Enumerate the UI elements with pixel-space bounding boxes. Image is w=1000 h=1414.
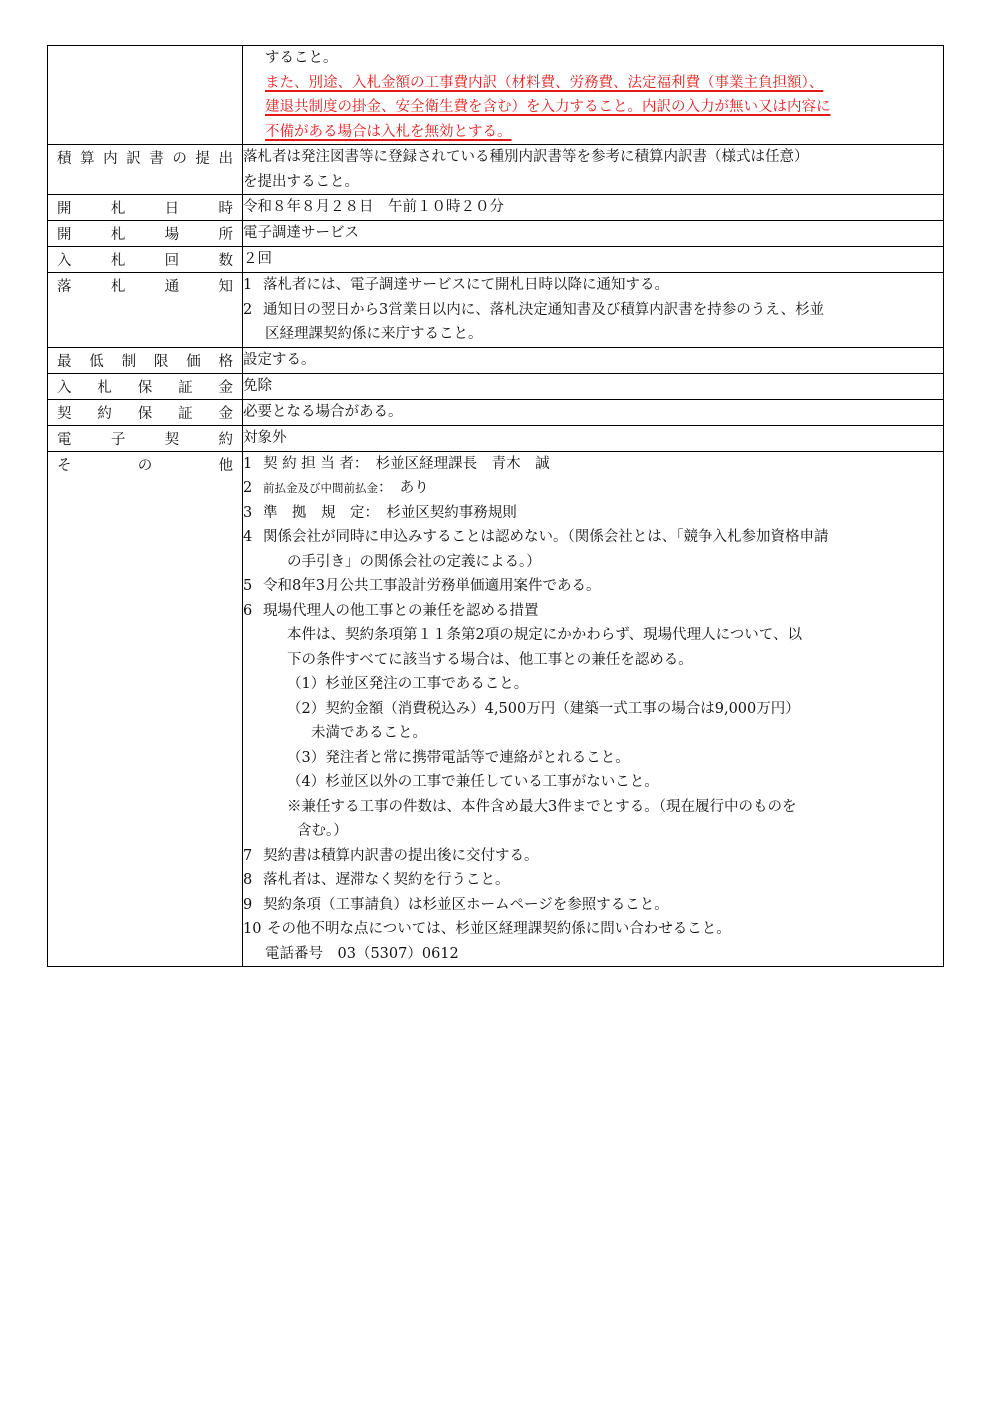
row-value xyxy=(243,425,944,451)
item-number: 7 xyxy=(243,847,253,864)
table-body xyxy=(48,46,944,967)
notice-text-red: 建退共制度の掛金、安全衛生費を含む）を入力すること。内訳の入力が無い又は内容に xyxy=(265,99,831,115)
value-line xyxy=(243,648,943,673)
label-char: 開 xyxy=(57,201,72,217)
row-label-text xyxy=(48,273,242,298)
value-line xyxy=(243,574,943,599)
value-text: 落札者には、電子調達サービスにて開札日時以降に通知する。 xyxy=(263,277,669,293)
row-value xyxy=(243,373,944,399)
label-char: 札 xyxy=(110,253,126,269)
label-char: 内 xyxy=(103,151,118,167)
value-line xyxy=(243,400,943,425)
table-row xyxy=(48,347,944,373)
value-line xyxy=(243,71,943,96)
value-line xyxy=(243,273,943,298)
row-label-text xyxy=(48,374,242,399)
item-number: 3 xyxy=(243,504,253,521)
value-text: を提出すること。 xyxy=(243,173,359,190)
table-row xyxy=(48,273,944,348)
label-char: そ xyxy=(57,457,72,474)
label-char: の xyxy=(137,457,153,474)
contract-info-table xyxy=(47,45,944,967)
value-text: 令和８年８月２８日 午前１０時２０分 xyxy=(243,199,504,215)
table-row xyxy=(48,46,944,145)
label-char: 提 xyxy=(195,151,210,167)
row-label xyxy=(48,451,243,967)
item-number: 5 xyxy=(243,578,253,594)
row-label xyxy=(48,273,243,348)
value-line xyxy=(243,476,943,501)
value-text: 落札者は発注図書等に登録されている種別内訳書等を参考に積算内訳書（様式は任意） xyxy=(243,149,809,165)
value-line xyxy=(243,501,943,526)
value-text: （2）契約金額（消費税込み）4,500万円（建築一式工事の場合は9,000万円） xyxy=(287,700,800,717)
label-char: 回 xyxy=(164,253,180,269)
value-line xyxy=(243,844,943,869)
label-char: 契 xyxy=(164,431,180,448)
value-text: （3）発注者と常に携帯電話等で連絡がとれること。 xyxy=(287,749,630,766)
row-label-text xyxy=(48,400,242,425)
value-line xyxy=(243,623,943,648)
value-text: 設定する。 xyxy=(243,351,316,368)
value-text: 電子調達サービス xyxy=(243,225,359,241)
row-label xyxy=(48,399,243,425)
label-char: 場 xyxy=(164,227,180,243)
label-char: 札 xyxy=(110,201,126,217)
label-char: 積 xyxy=(57,151,72,167)
value-line xyxy=(243,298,943,323)
value-line xyxy=(243,599,943,624)
value-text: 関係会社が同時に申込みすることは認めない。（関係会社とは、「競争入札参加資格申請 xyxy=(263,529,829,545)
table-row xyxy=(48,247,944,273)
label-char: 格 xyxy=(218,353,233,370)
item-number: 1 xyxy=(243,277,253,293)
row-label xyxy=(48,373,243,399)
label-char: 保 xyxy=(137,405,153,422)
label-char: 書 xyxy=(149,151,164,167)
item-number: 6 xyxy=(243,602,253,619)
value-line xyxy=(243,525,943,550)
table-row xyxy=(48,373,944,399)
label-char: 限 xyxy=(153,353,169,370)
value-text: すること。 xyxy=(265,50,338,66)
label-char: 通 xyxy=(164,279,180,295)
label-char: 契 xyxy=(57,405,72,422)
value-text: 本件は、契約条項第１１条第2項の規定にかかわらず、現場代理人について、以 xyxy=(287,627,802,643)
value-text: 契 約 担 当 者： 杉並区経理課長 青木 誠 xyxy=(263,455,550,472)
label-char: 所 xyxy=(218,227,233,243)
value-text: 契約条項（工事請負）は杉並区ホームページを参照すること。 xyxy=(263,896,669,913)
item-number: 2 xyxy=(243,480,253,496)
row-label xyxy=(48,221,243,247)
row-value xyxy=(243,399,944,425)
value-line xyxy=(243,221,943,246)
value-text: （4）杉並区以外の工事で兼任している工事がないこと。 xyxy=(287,774,659,790)
value-line xyxy=(243,917,943,942)
row-label-text xyxy=(48,348,242,373)
label-char: 金 xyxy=(218,379,233,396)
value-line xyxy=(243,819,943,844)
row-value xyxy=(243,247,944,273)
label-char: 制 xyxy=(121,353,137,370)
table-row xyxy=(48,451,944,967)
row-value xyxy=(243,347,944,373)
label-char: 算 xyxy=(80,151,95,167)
label-char: 約 xyxy=(218,431,233,448)
value-line xyxy=(243,942,943,967)
row-label xyxy=(48,145,243,195)
row-value xyxy=(243,46,944,145)
row-value xyxy=(243,145,944,195)
value-text: 区経理課契約係に来庁すること。 xyxy=(265,326,483,342)
value-text: 令和8年3月公共工事設計労務単価適用案件である。 xyxy=(263,578,601,594)
value-line xyxy=(243,95,943,120)
table-row xyxy=(48,399,944,425)
row-label-text xyxy=(48,46,242,49)
item-number: 8 xyxy=(243,872,253,888)
value-text: 現場代理人の他工事との兼任を認める措置 xyxy=(263,602,539,619)
label-char: 金 xyxy=(218,405,233,422)
row-value xyxy=(243,221,944,247)
item-number: 4 xyxy=(243,529,253,545)
table-row xyxy=(48,195,944,221)
label-char: 落 xyxy=(57,279,72,295)
value-line xyxy=(243,697,943,722)
value-line xyxy=(243,145,943,170)
label-char: の xyxy=(172,151,187,167)
item-number: 9 xyxy=(243,896,253,913)
label-char: 開 xyxy=(57,227,72,243)
value-line xyxy=(243,893,943,918)
row-label xyxy=(48,247,243,273)
label-char: 札 xyxy=(97,379,112,396)
value-text: ※兼任する工事の件数は、本件含め最大3件までとする。（現在履行中のものを xyxy=(287,798,797,815)
label-char: 入 xyxy=(57,253,72,269)
label-char: 札 xyxy=(110,227,126,243)
label-char: 約 xyxy=(97,405,112,422)
value-line xyxy=(243,120,943,145)
value-line xyxy=(243,868,943,893)
item-number: 10 xyxy=(243,921,262,937)
value-text: 免除 xyxy=(243,377,272,394)
notice-text-red: 不備がある場合は入札を無効とする。 xyxy=(265,123,512,140)
row-value xyxy=(243,273,944,348)
table-row xyxy=(48,425,944,451)
row-label-text xyxy=(48,452,242,477)
label-char: 証 xyxy=(178,379,193,396)
row-value xyxy=(243,451,944,967)
value-text: 下の条件すべてに該当する場合は、他工事との兼任を認める。 xyxy=(287,651,693,668)
table-row xyxy=(48,145,944,195)
row-label xyxy=(48,195,243,221)
value-line xyxy=(243,247,943,272)
label-char: 証 xyxy=(178,405,193,422)
value-line xyxy=(243,672,943,697)
value-text: 必要となる場合がある。 xyxy=(243,403,403,420)
row-label xyxy=(48,46,243,145)
label-char: 保 xyxy=(137,379,153,396)
value-text: （1）杉並区発注の工事であること。 xyxy=(287,676,529,692)
value-line xyxy=(243,721,943,746)
value-text: の手引き」の関係会社の定義による。） xyxy=(287,553,541,570)
label-char: 価 xyxy=(186,353,201,370)
label-char: 他 xyxy=(218,457,233,474)
label-char: 出 xyxy=(218,151,233,167)
label-char: 低 xyxy=(89,353,104,370)
value-text: 電話番号 03（5307）0612 xyxy=(265,945,459,962)
value-text: 通知日の翌日から3営業日以内に、落札決定通知書及び積算内訳書を持参のうえ、杉並 xyxy=(263,301,825,318)
notice-text-red: また、別途、入札金額の工事費内訳（材料費、労務費、法定福利費（事業主負担額）、 xyxy=(265,74,824,91)
row-label-text xyxy=(48,195,242,220)
row-label-text xyxy=(48,221,242,246)
value-text: 準 拠 規 定： 杉並区契約事務規則 xyxy=(263,504,517,521)
row-label xyxy=(48,347,243,373)
value-text: ２回 xyxy=(243,251,272,267)
row-label-text xyxy=(48,426,242,451)
item-number: 2 xyxy=(243,301,253,318)
value-line xyxy=(243,770,943,795)
row-value xyxy=(243,195,944,221)
value-line xyxy=(243,795,943,820)
value-text: 契約書は積算内訳書の提出後に交付する。 xyxy=(263,847,539,864)
label-char: 数 xyxy=(218,253,233,269)
label-char: 知 xyxy=(218,279,233,295)
label-char: 訳 xyxy=(126,151,141,167)
value-line xyxy=(243,374,943,399)
label-char: 最 xyxy=(57,353,72,370)
value-line xyxy=(243,195,943,220)
value-text: 含む。） xyxy=(297,823,348,839)
value-line xyxy=(243,550,943,575)
label-char: 電 xyxy=(57,431,72,448)
value-text: 未満であること。 xyxy=(311,725,427,741)
value-text: 落札者は、遅滞なく契約を行うこと。 xyxy=(263,872,510,888)
value-line xyxy=(243,322,943,347)
value-line xyxy=(243,348,943,373)
label-char: 札 xyxy=(110,279,126,295)
value-line xyxy=(243,452,943,477)
value-line xyxy=(243,746,943,771)
label-char: 入 xyxy=(57,379,72,396)
value-text: その他不明な点については、杉並区経理課契約係に問い合わせること。 xyxy=(267,921,731,937)
row-label-text xyxy=(48,247,242,272)
value-line xyxy=(243,170,943,195)
label-char: 子 xyxy=(110,431,126,448)
value-line xyxy=(243,426,943,451)
label-char: 時 xyxy=(218,201,233,217)
label-char: 日 xyxy=(164,201,180,217)
value-text: 対象外 xyxy=(243,429,287,446)
table-row xyxy=(48,221,944,247)
row-label xyxy=(48,425,243,451)
value-text: 前払金及び中間前払金： あり xyxy=(263,480,429,496)
value-line xyxy=(243,46,943,71)
row-label-text xyxy=(48,145,242,170)
item-number: 1 xyxy=(243,455,253,472)
